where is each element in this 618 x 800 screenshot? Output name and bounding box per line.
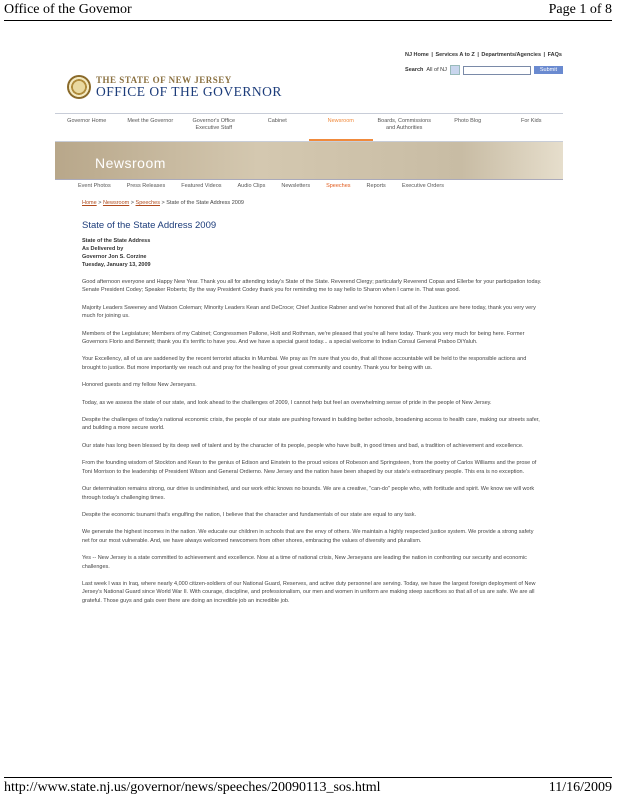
site-logo[interactable]	[67, 70, 282, 104]
nav-cabinet[interactable]: Cabinet	[267, 118, 287, 124]
article-title: State of the State Address 2009	[82, 220, 217, 231]
nav-photo-blog[interactable]: Photo Blog	[454, 118, 482, 124]
web-page	[55, 50, 563, 604]
nav-boards[interactable]: Boards, Commissions and Authorities	[377, 118, 431, 131]
faqs-link[interactable]: FAQs	[547, 52, 562, 58]
print-header	[4, 2, 612, 20]
subnav-reports[interactable]: Reports	[366, 183, 386, 189]
article-meta	[82, 237, 542, 269]
paragraph: Members of the Legislature; Members of my Cabinet; Congressmen Pallone, Holt and Rothman, we're pleased that you're all here today. Thank you very much for being here. Former Governors Florio and Bennett; thank you it's terrific to have you. And we have a special guest today... a special welcome to Indian Consul General Praboo DiYaluh.	[82, 330, 525, 346]
print-footer-rule	[4, 777, 612, 778]
meta-line: As Delivered by	[82, 246, 124, 252]
paragraph: Today, as we assess the state of our state, and look ahead to the challenges of 2009, I cannot help but feel an overwhelming sense of pride in the people of New Jersey.	[82, 399, 492, 406]
nav-governor-home[interactable]: Governor Home	[67, 118, 107, 124]
nav-newsroom[interactable]: Newsroom	[309, 114, 373, 141]
brand-line2: OFFICE OF THE GOVERNOR	[96, 84, 282, 99]
nav-executive-staff[interactable]: Governor's Office Executive Staff	[192, 118, 236, 131]
subnav-press-releases[interactable]: Press Releases	[126, 183, 166, 189]
breadcrumb: Home > Newsroom > Speeches > State of the State Address 2009	[82, 200, 244, 206]
article	[82, 220, 542, 614]
print-header-title: Office of the Govemor	[4, 2, 132, 17]
breadcrumb-current: State of the State Address 2009	[166, 200, 244, 206]
main-nav	[55, 113, 563, 142]
paragraph: Yes -- New Jersey is a state committed to achievement and excellence. Now at a time of national crisis, New Jerseyans are leading the nation in confronting our security and economic challenges.	[82, 555, 527, 570]
banner-title: Newsroom	[95, 155, 166, 171]
state-seal-icon	[67, 75, 91, 99]
print-footer	[4, 780, 612, 798]
utility-links: NJ Home | Services A to Z | Departments/Agencies | FAQs	[405, 52, 562, 58]
breadcrumb-newsroom[interactable]: Newsroom	[102, 200, 130, 206]
subnav-speeches[interactable]: Speeches	[326, 183, 351, 189]
search-label: Search	[405, 67, 424, 73]
search-scope-label: All of NJ	[426, 67, 447, 73]
meta-line: Governor Jon S. Corzine	[82, 254, 147, 260]
nav-meet-governor[interactable]: Meet the Governor	[127, 118, 174, 124]
departments-link[interactable]: Departments/Agencies	[481, 52, 542, 58]
search-input[interactable]	[463, 66, 531, 75]
print-header-rule	[4, 20, 612, 21]
print-footer-url: http://www.state.nj.us/governor/news/speeches/20090113_sos.html	[4, 780, 381, 795]
breadcrumb-speeches[interactable]: Speeches	[135, 200, 160, 206]
subnav-event-photos[interactable]: Event Photos	[78, 183, 111, 189]
paragraph: Our state has long been blessed by its deep well of talent and by the character of its people, people who have built, in good times and bad, a tradition of achievement and excellence.	[82, 442, 524, 449]
search-submit-button[interactable]: Submit	[534, 66, 563, 74]
nj-home-link[interactable]: NJ Home	[405, 52, 429, 58]
paragraph: Our determination remains strong, our drive is undiminished, and our work ethic knows no bounds. We are a creative, "can-do" people who, with fortitude and spirit. We know we will work through today's challenging times.	[82, 486, 535, 501]
paragraph: Your Excellency, all of us are saddened by the recent terrorist attacks in Mumbai. We pray as I'm sure that you do, that all those accountable will be held to the responsible actions and brought to justice. But more importantly we reach out and pray for the healing of your great community and country. Thank you for being with us.	[82, 356, 527, 371]
subnav-audio-clips[interactable]: Audio Clips	[237, 183, 266, 189]
services-link[interactable]: Services A to Z	[435, 52, 475, 58]
paragraph: Honored guests and my fellow New Jerseyans.	[82, 382, 197, 389]
paragraph: Despite the economic tsunami that's engulfing the nation, I believe that the character and fundamentals of our state are equal to any task.	[82, 511, 417, 518]
nav-for-kids[interactable]: For Kids	[521, 118, 542, 124]
paragraph: Last week I was in Iraq, where nearly 4,000 citizen-soldiers of our National Guard, Reserves, and active duty personnel are serving. Today, we have the largest foreign deployment of New Jersey's National Guard since World War II. With courage, discipline, and professionalism, our men and women in uniform are making steep sacrifices so that all of us are safe. We are all grateful. Those guys and gals over there are doing an incredible job an incredible job.	[82, 580, 536, 604]
subnav-newsletters[interactable]: Newsletters	[281, 183, 311, 189]
breadcrumb-home[interactable]: Home	[82, 200, 97, 206]
brand-line1: THE STATE OF NEW JERSEY	[96, 75, 232, 85]
section-banner	[55, 142, 563, 179]
search-bar	[405, 64, 563, 76]
paragraph: From the founding wisdom of Stockton and Kean to the genius of Edison and Einstein to the proud voices of Robeson and Springsteen, from the poetry of Carlos Williams and the prose of Toni Morrison to the leadership of President Wilson and General Ordierno. New Jersey and the nation have been shaped by our state's extraordinary people. This era is no exception.	[82, 460, 537, 475]
subnav-executive-orders[interactable]: Executive Orders	[401, 183, 444, 189]
subnav-featured-videos[interactable]: Featured Videos	[181, 183, 222, 189]
print-header-page: Page 1 of 8	[548, 2, 612, 17]
meta-line: State of the State Address	[82, 238, 151, 244]
search-scope-select[interactable]	[450, 65, 460, 75]
sub-nav	[55, 180, 586, 192]
meta-line: Tuesday, January 13, 2009	[82, 262, 151, 268]
paragraph: We generate the highest incomes in the nation. We educate our children in schools that are the envy of others. We maintain a highly respected justice system. We provide a strong safety net for our most vulnerable. And, we have always welcomed newcomers from other shores, embracing the values of diversity and pluralism.	[82, 529, 534, 544]
paragraph: Majority Leaders Sweeney and Watson Coleman; Minority Leaders Kean and DeCroce; Chief Justice Rabner and we're honored that all of the Justices are here today, thank you very very much for joining us.	[82, 304, 536, 320]
brand-text	[96, 75, 282, 99]
print-footer-date: 11/16/2009	[548, 780, 612, 795]
paragraph: Despite the challenges of today's national economic crisis, the people of our state are pushing forward in building better schools, broadening access to health care, making our streets safer, and building a more secure world.	[82, 417, 540, 432]
paragraph: Good afternoon everyone and Happy New Year. Thank you all for attending today's State of the State. Reverend Clergy; particularly Reverend Copas and Ellerbe for your participation today. Senate President Codey; Speaker Roberts; By the way President Codey thank you for reminding me to say hello to Sharon when I came in. That was good.	[82, 279, 542, 294]
